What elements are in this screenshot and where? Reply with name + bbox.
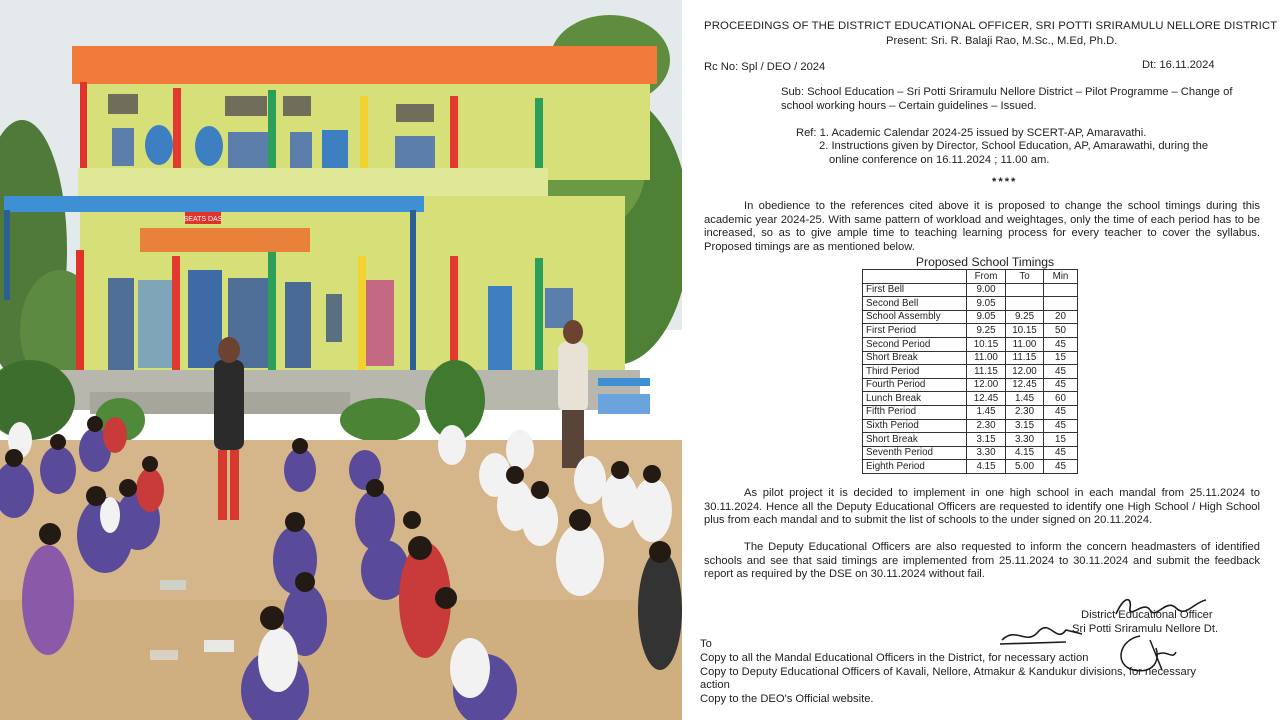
timing-from: 2.30	[967, 419, 1006, 433]
timing-from: 1.45	[967, 405, 1006, 419]
table-row	[863, 337, 1078, 351]
signatory-title: District Educational Officer	[1081, 609, 1213, 621]
timing-to: 12.00	[1006, 365, 1044, 379]
timing-label: Seventh Period	[863, 446, 967, 460]
timing-to: 12.45	[1006, 378, 1044, 392]
timing-label: Short Break	[863, 433, 967, 447]
timing-to: 9.25	[1006, 310, 1044, 324]
paragraph-pilot-project: As pilot project it is decided to implement in one high school in each mandal from 25.11.2024 to 30.11.2024. Hence all the Deputy Educational Officers are requested to identify one High School / High School plus from each mandal and to submit the list of schools to the under signed on 20.11.2024.	[704, 487, 1260, 527]
timing-label: Third Period	[863, 365, 967, 379]
timing-to: 3.15	[1006, 419, 1044, 433]
timing-label: First Bell	[863, 283, 967, 297]
timing-from: 11.15	[967, 365, 1006, 379]
timing-minutes: 45	[1044, 446, 1078, 460]
timing-minutes: 60	[1044, 392, 1078, 406]
table-header-min: Min	[1044, 270, 1078, 284]
table-row	[863, 297, 1078, 311]
proposed-timings-table	[862, 269, 1078, 474]
table-header-from: From	[967, 270, 1006, 284]
table-row	[863, 310, 1078, 324]
paragraph-feedback: The Deputy Educational Officers are also requested to inform the concern headmasters of identified schools and see that said timings are implemented from 25.11.2024 to 30.11.2024 and submit the feedback report as required by the DSE on 30.11.2024 without fail.	[704, 541, 1260, 581]
timing-minutes: 45	[1044, 405, 1078, 419]
document-subject: Sub: School Education – Sri Potti Sriramulu Nellore District – Pilot Programme – Change of school working hours – Certain guidelines – Issued.	[781, 86, 1233, 112]
timing-from: 3.15	[967, 433, 1006, 447]
timing-to: 4.15	[1006, 446, 1044, 460]
timing-from: 12.45	[967, 392, 1006, 406]
timing-to: 10.15	[1006, 324, 1044, 338]
table-row	[863, 365, 1078, 379]
timing-to: 1.45	[1006, 392, 1044, 406]
timing-from: 3.30	[967, 446, 1006, 460]
copy-to-deputy-officers: Copy to Deputy Educational Officers of Kavali, Nellore, Atmakur & Kandukur divisions, for necessary	[700, 666, 1197, 678]
timing-label: Eighth Period	[863, 460, 967, 474]
signature-mark-left	[996, 622, 1086, 648]
table-row	[863, 324, 1078, 338]
timing-minutes: 20	[1044, 310, 1078, 324]
copy-to-website: Copy to the DEO's Official website.	[700, 693, 874, 705]
timing-from: 12.00	[967, 378, 1006, 392]
timing-from: 10.15	[967, 337, 1006, 351]
timing-minutes: 15	[1044, 433, 1078, 447]
timing-to	[1006, 297, 1044, 311]
table-row	[863, 419, 1078, 433]
timing-to: 11.00	[1006, 337, 1044, 351]
timing-from: 9.00	[967, 283, 1006, 297]
document-date: Dt: 16.11.2024	[1142, 59, 1215, 71]
timing-to: 11.15	[1006, 351, 1044, 365]
timing-minutes: 45	[1044, 419, 1078, 433]
timing-minutes: 45	[1044, 365, 1078, 379]
timing-minutes: 15	[1044, 351, 1078, 365]
to-label: To	[700, 638, 712, 650]
timing-to: 2.30	[1006, 405, 1044, 419]
table-row	[863, 283, 1078, 297]
copy-to-meos: Copy to all the Mandal Educational Officers in the District, for necessary action	[700, 652, 1089, 664]
table-row	[863, 392, 1078, 406]
timing-label: Second Period	[863, 337, 967, 351]
timing-to: 5.00	[1006, 460, 1044, 474]
timing-from: 4.15	[967, 460, 1006, 474]
document-present: Present: Sri. R. Balaji Rao, M.Sc., M.Ed, Ph.D.	[886, 35, 1118, 47]
copy-to-deputy-officers-cont: action	[700, 679, 730, 691]
timing-from: 9.25	[967, 324, 1006, 338]
table-row	[863, 351, 1078, 365]
timing-label: Short Break	[863, 351, 967, 365]
timing-minutes: 45	[1044, 337, 1078, 351]
timing-minutes: 50	[1044, 324, 1078, 338]
reference-2-line1: 2. Instructions given by Director, School Education, AP, Amarawathi, during the	[819, 140, 1209, 152]
timing-label: Sixth Period	[863, 419, 967, 433]
timings-table-body	[863, 283, 1078, 473]
timing-label: Lunch Break	[863, 392, 967, 406]
table-header-cell	[863, 270, 967, 284]
document-header: PROCEEDINGS OF THE DISTRICT EDUCATIONAL OFFICER, SRI POTTI SRIRAMULU NELLORE DISTRICT	[704, 20, 1278, 32]
proceedings-document	[690, 0, 1280, 720]
table-row	[863, 405, 1078, 419]
timing-minutes: 45	[1044, 460, 1078, 474]
reference-1: Ref: 1. Academic Calendar 2024-25 issued by SCERT-AP, Amaravathi.	[796, 127, 1147, 139]
table-row	[863, 378, 1078, 392]
table-row	[863, 446, 1078, 460]
timing-minutes	[1044, 283, 1078, 297]
timing-from: 9.05	[967, 310, 1006, 324]
timings-table-title: Proposed School Timings	[915, 255, 1055, 269]
timing-from: 9.05	[967, 297, 1006, 311]
canopy-sign: SEATS DAS	[183, 216, 223, 223]
table-header-row	[863, 270, 1078, 284]
table-row	[863, 460, 1078, 474]
timing-to: 3.30	[1006, 433, 1044, 447]
table-header-to: To	[1006, 270, 1044, 284]
separator-stars: ****	[992, 176, 1018, 188]
timing-minutes: 45	[1044, 378, 1078, 392]
paragraph-proposal: In obedience to the references cited above it is proposed to change the school timings during this academic year 2024-25. With same pattern of workload and weightages, only the time of each period has to be increased, so as to give ample time to teaching learning process for every teacher to cover the syllabus. Proposed timings are as mentioned below.	[704, 200, 1260, 253]
timing-to	[1006, 283, 1044, 297]
rc-number: Rc No: Spl / DEO / 2024	[704, 61, 826, 73]
timing-label: Second Bell	[863, 297, 967, 311]
signatory-place: Sri Potti Sriramulu Nellore Dt.	[1072, 623, 1219, 635]
reference-2-line2: online conference on 16.11.2024 ; 11.00 am.	[829, 154, 1050, 166]
timing-label: Fifth Period	[863, 405, 967, 419]
timing-label: First Period	[863, 324, 967, 338]
table-row	[863, 433, 1078, 447]
timing-label: School Assembly	[863, 310, 967, 324]
timing-from: 11.00	[967, 351, 1006, 365]
timing-minutes	[1044, 297, 1078, 311]
timing-label: Fourth Period	[863, 378, 967, 392]
